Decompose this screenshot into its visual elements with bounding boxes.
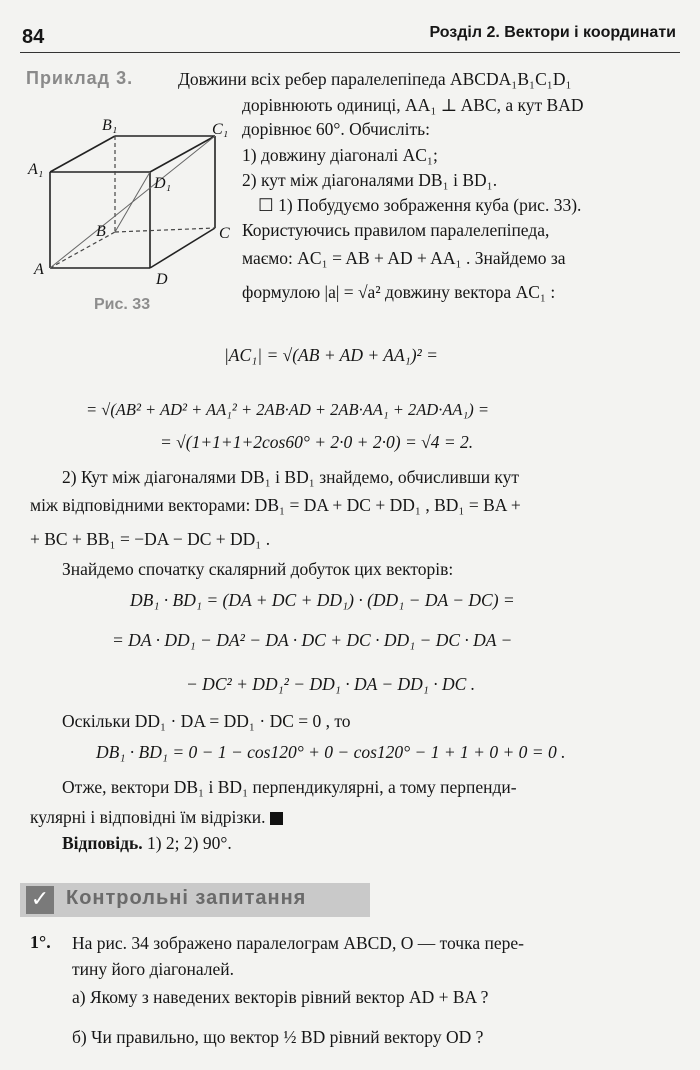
example-line-9: формулою |a| = √a² довжину вектора AC₁ : — [242, 282, 556, 302]
example-line-4: 1) довжину діагоналі AC₁; — [242, 145, 438, 165]
part2-line-2: між відповідними векторами: DB₁ = DA + DC + DD₁ , BD₁ = BA + — [30, 495, 521, 515]
vertex-a1: A₁ — [28, 161, 44, 178]
vertex-c1: C₁ — [212, 121, 229, 138]
edge-d1-c1 — [150, 136, 215, 172]
result-formula: DB₁ · BD₁ = 0 − 1 − cos120° + 0 − cos120° − 1 + 1 + 0 + 0 = 0 . — [96, 742, 566, 762]
vertex-d1: D₁ — [154, 175, 172, 192]
section-title: Контрольні запитання — [66, 887, 307, 909]
question-line-2: тину його діагоналей. — [72, 959, 235, 979]
example-line-3: дорівнює 60°. Обчисліть: — [242, 119, 430, 139]
question-line-1: На рис. 34 зображено паралелограм ABCD, O — точка пере- — [72, 933, 524, 953]
vertex-d: D — [156, 271, 168, 288]
chapter-title: Розділ 2. Вектори і координати — [429, 24, 676, 41]
header-divider — [20, 52, 680, 53]
example-line-6: ☐ 1) Побудуємо зображення куба (рис. 33). — [258, 195, 582, 215]
part2-line-1: 2) Кут між діагоналями DB₁ і BD₁ знайдемо, обчисливши кут — [62, 467, 520, 487]
question-sub-b: б) Чи правильно, що вектор ½ BD рівний вектору OD ? — [72, 1027, 484, 1047]
example-line-8: маємо: AC₁ = AB + AD + AA₁ . Знайдемо за — [242, 248, 566, 268]
answer-line — [62, 832, 232, 854]
example-label: Приклад 3. — [26, 68, 134, 88]
diagonal-bd1 — [115, 172, 150, 232]
edge-d-c — [150, 228, 215, 268]
figure-caption: Рис. 33 — [94, 296, 151, 313]
answer-label: Відповідь. — [62, 833, 143, 853]
page-number: 84 — [22, 26, 45, 48]
end-of-proof-icon — [270, 812, 283, 825]
formula-4: DB₁ · BD₁ = (DA + DC + DD₁) · (DD₁ − DA − DC) = — [130, 590, 515, 610]
formula-2: = √(AB² + AD² + AA₁² + 2AB·AD + 2AB·AA₁ + 2AD·AA₁) = — [86, 400, 489, 419]
formula-5: = DA · DD₁ − DA² − DA · DC + DC · DD₁ − DC · DA − — [112, 630, 513, 650]
question-number: 1°. — [30, 932, 51, 952]
example-line-7: Користуючись правилом паралелепіпеда, — [242, 220, 550, 240]
vertex-c: C — [219, 225, 230, 242]
vertex-b1: B₁ — [102, 117, 118, 134]
example-line-5: 2) кут між діагоналями DB₁ і BD₁. — [242, 170, 498, 190]
formula-3: = √(1+1+1+2cos60° + 2·0 + 2·0) = √4 = 2. — [160, 432, 474, 452]
edge-b-c-hidden — [115, 228, 215, 232]
example-line-2: дорівнюють одиниці, AA₁ ⊥ ABC, а кут BAD — [242, 95, 584, 115]
vertex-a: A — [34, 261, 44, 278]
formula-6: − DC² + DD₁² − DD₁ · DA − DD₁ · DC . — [186, 674, 476, 694]
vertex-b: B — [96, 223, 106, 240]
example-line-1: Довжини всіх ребер паралелепіпеда ABCDA₁B₁C₁D₁ — [178, 69, 572, 89]
formula-1: |AC₁| = √(AB + AD + AA₁)² = — [224, 345, 438, 365]
checkmark-icon: ✓ — [26, 886, 54, 914]
conclusion-line-1: Отже, вектори DB₁ і BD₁ перпендикулярні, а тому перпенди- — [62, 777, 517, 797]
answer-text: 1) 2; 2) 90°. — [146, 833, 232, 853]
part2-line-4: Знайдемо спочатку скалярний добуток цих векторів: — [62, 559, 454, 579]
part2-line-3: + BC + BB₁ = −DA − DC + DD₁ . — [30, 529, 271, 549]
question-sub-a: а) Якому з наведених векторів рівний вектор AD + BA ? — [72, 987, 489, 1007]
cube-figure — [20, 110, 240, 290]
since-line: Оскільки DD₁ · DA = DD₁ · DC = 0 , то — [62, 711, 351, 731]
conclusion-line-2 — [30, 806, 283, 828]
conclusion-text-2: кулярні і відповідні їм відрізки. — [30, 807, 266, 827]
edge-a1-b1 — [50, 136, 115, 172]
